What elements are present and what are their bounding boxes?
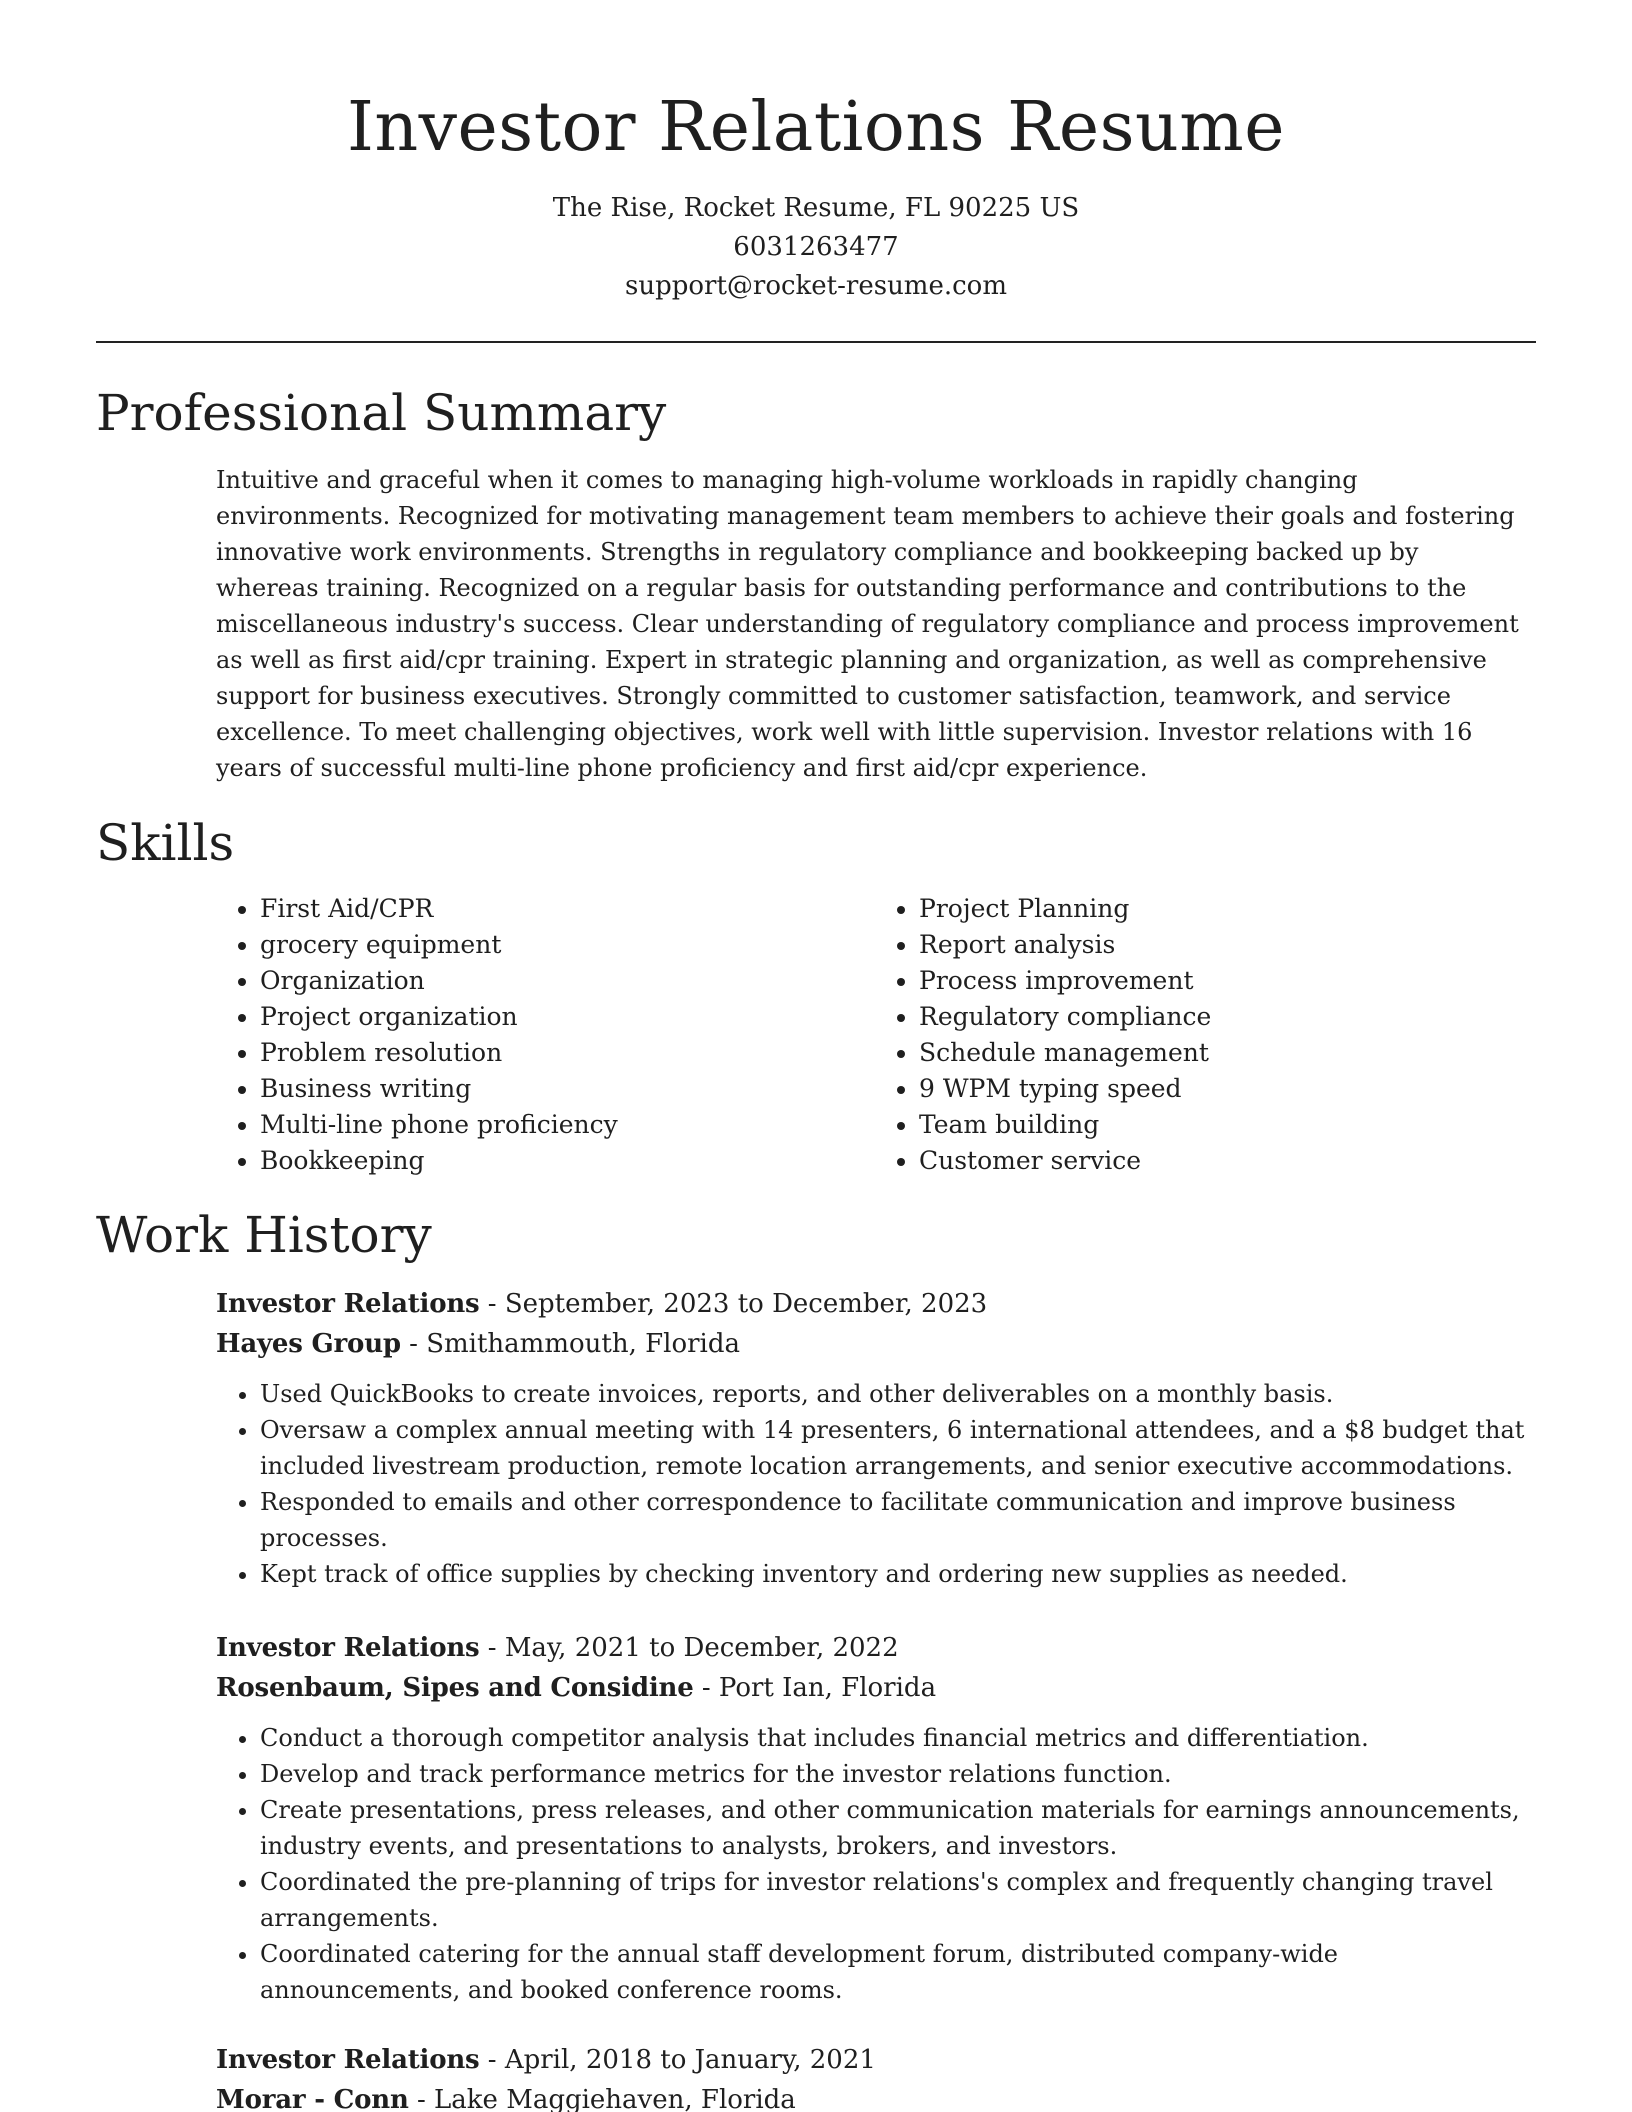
job-location: - Port Ian, Florida <box>693 1673 937 1703</box>
duty-item: • Kept track of office supplies by checking inventory and ordering new supplies as needed. <box>260 1556 1526 1592</box>
header-divider <box>96 341 1536 343</box>
skill-item: • Schedule management <box>919 1035 1526 1071</box>
summary-heading: Professional Summary <box>96 384 667 442</box>
resume-title: Investor Relations Resume <box>346 88 1285 167</box>
job-dates: - September, 2023 to December, 2023 <box>479 1289 988 1319</box>
skill-item: • Team building <box>919 1107 1526 1143</box>
duty-item: • Develop and track performance metrics for the investor relations function. <box>260 1756 1526 1792</box>
duty-item: • Responded to emails and other correspondence to facilitate communication and improve business processes. <box>260 1484 1526 1556</box>
job-company: Hayes Group <box>216 1329 401 1359</box>
job-dates: - May, 2021 to December, 2022 <box>479 1633 899 1663</box>
skill-item: • Organization <box>260 963 867 999</box>
job-location: - Lake Maggiehaven, Florida <box>408 2085 796 2112</box>
skill-item: • Process improvement <box>919 963 1526 999</box>
skills-column-right <box>867 891 1526 1179</box>
job-dates: - April, 2018 to January, 2021 <box>479 2045 876 2075</box>
skill-item: • Project organization <box>260 999 867 1035</box>
skill-item: • Report analysis <box>919 927 1526 963</box>
skill-item: • Multi-line phone proficiency <box>260 1107 867 1143</box>
job-title-line <box>216 1284 1526 1324</box>
skills-list <box>216 891 1526 1179</box>
duty-item: • Oversaw a complex annual meeting with 14 presenters, 6 international attendees, and a $8 budget that included livestream production, remote location arrangements, and senior executive accommodations. <box>260 1412 1526 1484</box>
address-line: The Rise, Rocket Resume, FL 90225 US <box>552 193 1080 223</box>
summary-text: Intuitive and graceful when it comes to managing high-volume workloads in rapidly changing environments. Recognized for motivating management team members to achieve their goals and fostering innovative work environments. Strengths in regulatory compliance and bookkeeping backed up by whereas training. Recognized on a regular basis for outstanding performance and contributions to the miscellaneous industry's success. Clear understanding of regulatory compliance and process improvement as well as first aid/cpr training. Expert in strategic planning and organization, as well as comprehensive support for business executives. Strongly committed to customer satisfaction, teamwork, and service excellence. To meet challenging objectives, work well with little supervision. Investor relations with 16 years of successful multi-line phone proficiency and first aid/cpr experience. <box>216 466 1519 782</box>
skill-item: • Regulatory compliance <box>919 999 1526 1035</box>
job-company: Rosenbaum, Sipes and Considine <box>216 1673 694 1703</box>
job-company-line <box>216 2080 1526 2112</box>
job-entry <box>216 2040 1526 2112</box>
skill-item: • First Aid/CPR <box>260 891 867 927</box>
skills-heading: Skills <box>96 814 235 872</box>
duty-item: • Coordinated the pre-planning of trips for investor relations's complex and frequently changing travel arrangements. <box>260 1864 1526 1936</box>
work-history-heading: Work History <box>96 1206 432 1264</box>
skill-item: • Problem resolution <box>260 1035 867 1071</box>
job-location: - Smithammouth, Florida <box>400 1329 741 1359</box>
job-company-line <box>216 1668 1526 1708</box>
phone-line: 6031263477 <box>733 232 899 262</box>
job-entry <box>216 1628 1526 2008</box>
skills-column-left <box>216 891 867 1179</box>
job-title: Investor Relations <box>216 1633 480 1663</box>
job-company: Morar - Conn <box>216 2085 409 2112</box>
job-company-line <box>216 1324 1526 1364</box>
skill-item: • grocery equipment <box>260 927 867 963</box>
job-duties <box>216 1720 1526 2008</box>
skill-item: • Customer service <box>919 1143 1526 1179</box>
duty-item: • Coordinated catering for the annual staff development forum, distributed company-wide announcements, and booked conference rooms. <box>260 1936 1526 2008</box>
skill-item: • Bookkeeping <box>260 1143 867 1179</box>
job-entry <box>216 1284 1526 1592</box>
skill-item: • 9 WPM typing speed <box>919 1071 1526 1107</box>
duty-item: • Used QuickBooks to create invoices, reports, and other deliverables on a monthly basis. <box>260 1376 1526 1412</box>
job-title: Investor Relations <box>216 1289 480 1319</box>
duty-item: • Conduct a thorough competitor analysis that includes financial metrics and differentiation. <box>260 1720 1526 1756</box>
skill-item: • Business writing <box>260 1071 867 1107</box>
skill-item: • Project Planning <box>919 891 1526 927</box>
email-line: support@rocket-resume.com <box>624 271 1007 301</box>
contact-block <box>0 189 1632 306</box>
job-title-line <box>216 1628 1526 1668</box>
resume-header <box>0 0 1632 306</box>
job-title: Investor Relations <box>216 2045 480 2075</box>
job-title-line <box>216 2040 1526 2080</box>
job-duties <box>216 1376 1526 1592</box>
duty-item: • Create presentations, press releases, and other communication materials for earnings announcements, industry events, and presentations to analysts, brokers, and investors. <box>260 1792 1526 1864</box>
